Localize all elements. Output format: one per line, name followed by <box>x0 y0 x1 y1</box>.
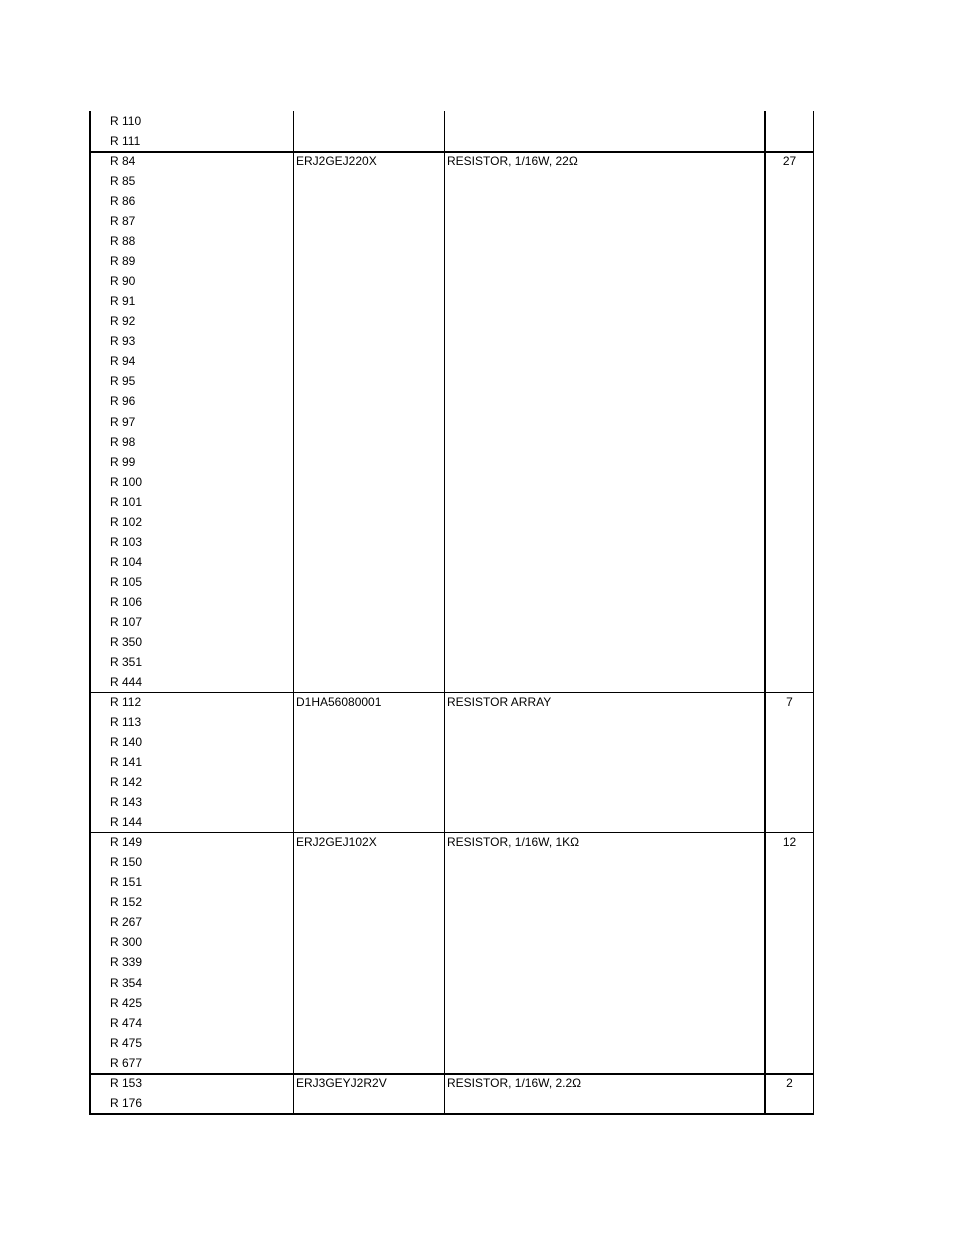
ref-designator: R 87 <box>110 214 136 229</box>
ref-designator: R 99 <box>110 454 136 469</box>
ref-designator: R 176 <box>110 1095 143 1110</box>
ref-designator: R 94 <box>110 354 136 369</box>
ref-designator: R 106 <box>110 594 143 609</box>
ref-designator: R 110 <box>110 114 142 128</box>
ref-designator: R 144 <box>110 815 143 830</box>
table-right-border <box>813 111 814 1115</box>
ref-designator: R 142 <box>110 775 143 790</box>
ref-designator: R 85 <box>110 174 136 189</box>
ref-designator: R 153 <box>110 1075 143 1090</box>
ref-designator: R 113 <box>110 715 142 730</box>
ref-designator: R 104 <box>110 554 143 569</box>
ref-designator: R 90 <box>110 274 136 289</box>
ref-designator: R 105 <box>110 574 143 589</box>
ref-designator: R 84 <box>110 154 136 169</box>
ref-designator: R 339 <box>110 955 143 970</box>
row-divider <box>89 832 814 833</box>
ref-designator: R 351 <box>110 654 143 669</box>
part-description: RESISTOR, 1/16W, 1KΩ <box>447 835 580 850</box>
ref-designator: R 91 <box>110 294 136 309</box>
ref-designator: R 86 <box>110 194 136 209</box>
part-description: RESISTOR ARRAY <box>447 695 552 709</box>
ref-designator: R 95 <box>110 374 136 389</box>
quantity: 2 <box>786 1075 793 1090</box>
ref-designator: R 444 <box>110 674 143 689</box>
ref-designator: R 101 <box>110 494 143 509</box>
ref-designator: R 89 <box>110 254 136 269</box>
ref-designator: R 425 <box>110 995 143 1010</box>
ref-designator: R 150 <box>110 855 143 870</box>
part-number: ERJ2GEJ102X <box>296 835 377 850</box>
ref-designator: R 102 <box>110 514 143 529</box>
ref-designator: R 475 <box>110 1035 143 1050</box>
ref-designator: R 100 <box>110 474 143 489</box>
ref-designator: R 98 <box>110 434 136 449</box>
ref-designator: R 267 <box>110 915 143 930</box>
ref-designator: R 677 <box>110 1055 143 1070</box>
ref-designator: R 300 <box>110 935 143 950</box>
column-divider <box>764 111 766 1115</box>
table-left-border <box>89 111 91 1115</box>
ref-designator: R 111 <box>110 134 141 149</box>
part-number: D1HA56080001 <box>296 695 382 709</box>
ref-designator: R 103 <box>110 534 143 549</box>
ref-designator: R 143 <box>110 795 143 810</box>
ref-designator: R 152 <box>110 895 143 910</box>
quantity: 12 <box>782 835 797 850</box>
quantity: 7 <box>786 695 793 709</box>
ref-designator: R 474 <box>110 1015 143 1030</box>
ref-designator: R 149 <box>110 835 143 850</box>
column-divider <box>293 111 294 1115</box>
column-divider <box>444 111 445 1115</box>
ref-designator: R 350 <box>110 634 143 649</box>
row-divider <box>89 1073 814 1075</box>
ref-designator: R 151 <box>110 875 143 890</box>
ref-designator: R 93 <box>110 334 136 349</box>
ref-designator: R 92 <box>110 314 136 329</box>
ref-designator: R 140 <box>110 735 143 750</box>
part-number: ERJ2GEJ220X <box>296 154 377 169</box>
quantity: 27 <box>782 154 797 169</box>
part-number: ERJ3GEYJ2R2V <box>296 1075 387 1090</box>
ref-designator: R 141 <box>110 755 143 770</box>
ref-designator: R 112 <box>110 695 142 709</box>
row-divider <box>89 151 814 153</box>
ref-designator: R 97 <box>110 414 136 429</box>
ref-designator: R 354 <box>110 975 143 990</box>
ref-designator: R 107 <box>110 614 143 629</box>
ref-designator: R 88 <box>110 234 136 249</box>
part-description: RESISTOR, 1/16W, 2.2Ω <box>447 1075 582 1090</box>
part-description: RESISTOR, 1/16W, 22Ω <box>447 154 578 169</box>
row-divider <box>89 692 814 693</box>
ref-designator: R 96 <box>110 394 136 409</box>
table-bottom-border <box>89 1113 814 1115</box>
